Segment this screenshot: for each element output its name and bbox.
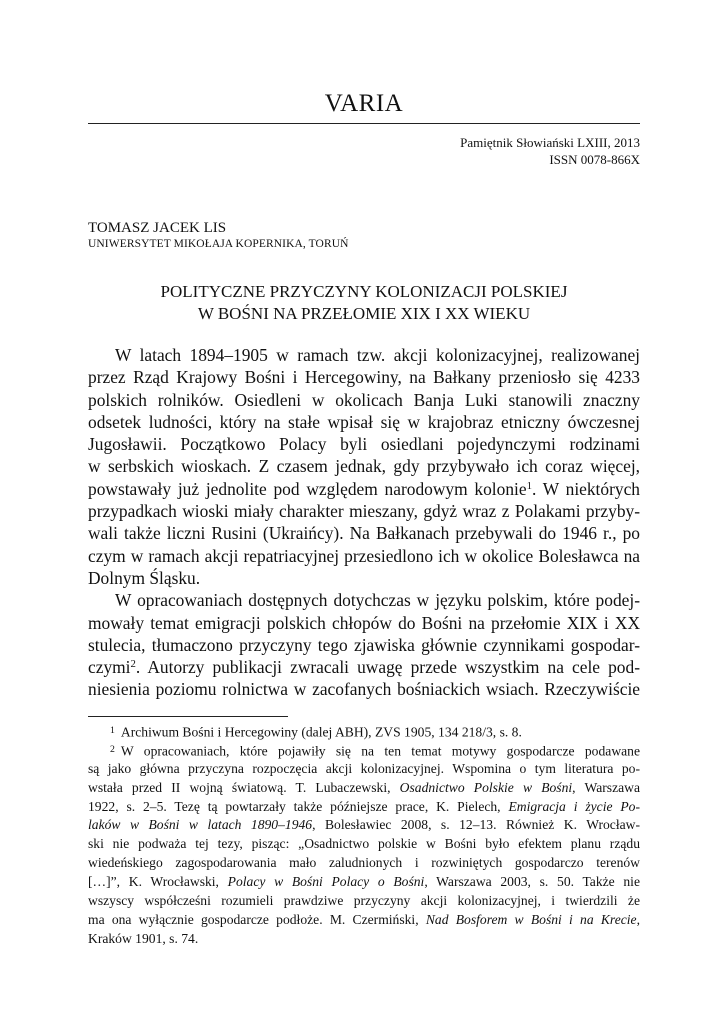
footnote-line: wiedeńskiego zagospodarowania mało zaludnionych i rozwiniętych gospodarczo terenów (88, 855, 640, 871)
footnote-text: ma ona wyłącznie gospodarcze podłoże. M. Czermiński, (88, 911, 426, 927)
body-line: W opracowaniach dostępnych dotychczas w języku polskim, które podej- (115, 590, 640, 611)
citation-title: laków w Bośni w latach 1890–1946 (88, 817, 313, 833)
footnote-line: Kraków 1901, s. 74. (88, 930, 199, 946)
body-line: przez Rząd Krajowy Bośni i Hercegowiny, na Bałkany przeniosło się 4233 (88, 367, 640, 388)
footnote-line: są jako główna przyczyna rozpoczęcia akcji kolonizacyjnej. Wspomina o tym literatura po- (88, 760, 640, 776)
journal-info (460, 134, 640, 168)
body-line: wali także liczni Rusini (Ukraińcy). Na Bałkanach przebywali do 1946 r., po (88, 523, 640, 544)
body-text-run: . W niektórych (531, 478, 640, 499)
article-title-line: POLITYCZNE PRZYCZYNY KOLONIZACJI POLSKIEJ (160, 282, 568, 301)
citation-title: Emigracja i życie Po- (508, 798, 640, 814)
footnote-text: , Warszawa (572, 779, 641, 795)
body-line: W latach 1894–1905 w ramach tzw. akcji kolonizacyjnej, realizowanej (115, 345, 640, 365)
body-line: przypadkach wioski miały charakter mieszany, gdyż wraz z Polakami przyby- (88, 501, 640, 522)
article-title-line: W BOŚNI NA PRZEŁOMIE XIX I XX WIEKU (197, 304, 531, 323)
footnote-text: wstała przed II wojną światową. T. Lubaczewski, (88, 779, 400, 795)
footnote-line (88, 779, 640, 798)
footnote-line (88, 798, 640, 817)
footnote-number: 2 (110, 743, 115, 755)
body-line: czym w ramach akcji repatriacyjnej przesiedlono ich w okolice Bolesławca na (88, 545, 640, 566)
journal-name: Pamiętnik Słowiański LXIII, 2013 (460, 135, 640, 150)
section-title: VARIA (324, 90, 404, 117)
footnote-number: 1 (110, 725, 115, 736)
body-line: Dolnym Śląsku. (88, 567, 201, 588)
body-text-run: . Autorzy publikacji zwracali uwagę przede wszystkim na cele pod- (135, 657, 640, 678)
body-line: mowały temat emigracji polskich chłopów do Bośni na przełomie XIX i XX (88, 612, 640, 633)
footnote-text: W opracowaniach, które pojawiły się na ten temat motywy gospodarcze podawane (120, 743, 640, 759)
article-title (88, 281, 640, 325)
footnotes (88, 722, 640, 949)
citation-title: Osadnictwo Polskie w Bośni (399, 779, 573, 795)
citation-title: Nad Bosforem w Bośni i na Krecie (425, 911, 637, 927)
body-line (88, 656, 640, 678)
body-line: Jugosławii. Początkowo Polacy byli osiedlani pojedynczymi rodzinami (88, 434, 640, 455)
footnote-line (88, 816, 640, 835)
body-line: polskich rolników. Osiedleni w okolicach Banja Luki stanowili znaczny (88, 389, 640, 410)
journal-issn: ISSN 0078-866X (549, 152, 640, 167)
body-line: odsetek ludności, który na stałe wpisał się w krajobraz etniczny ówczesnej (88, 411, 640, 432)
footnote-line (88, 873, 640, 892)
body-line: w serbskich wioskach. Z czasem jednak, gdy przybywało ich coraz więcej, (88, 456, 640, 477)
footnote-text: , (636, 911, 640, 927)
body-text-run: powstawały już jednolite pod względem narodowym kolonie (88, 478, 527, 499)
header-rule (88, 123, 640, 124)
body-line: niesienia poziomu rolnictwa w zacofanych bośniackich wsiach. Rzeczywiście (88, 679, 640, 700)
footnote-ref-2[interactable]: 2 (130, 658, 136, 671)
author-affiliation: UNIWERSYTET MIKOŁAJA KOPERNIKA, TORUŃ (88, 238, 349, 250)
author-name: TOMASZ JACEK LIS (88, 220, 227, 236)
footnote-line: wszyscy współcześni rozumieli prawdziwe przyczyny akcji kolonizacyjnej, i twierdzili że (88, 893, 640, 909)
footnote-2 (88, 741, 640, 760)
footnote-ref-1[interactable]: 1 (526, 479, 532, 492)
footnote-text: Archiwum Bośni i Hercegowiny (dalej ABH), ZVS 1905, 134 218/3, s. 8. (120, 724, 522, 740)
footnote-text: , Bolesławiec 2008, s. 12–13. Również K. Wrocław- (312, 817, 640, 833)
body-line: stulecia, tłumaczono przyczyny tego zjawiska głównie czynnikami gospodar- (88, 634, 640, 655)
citation-title: Polacy w Bośni Polacy o Bośni (227, 874, 425, 890)
body-text (88, 344, 640, 701)
footnote-line (88, 911, 640, 930)
footnote-text: […]”, K. Wrocławski, (88, 874, 228, 890)
footnote-rule (88, 716, 288, 717)
body-line (88, 478, 640, 500)
body-text-run: czymi (88, 657, 131, 678)
footnote-line: ski nie podważa tej tezy, pisząc: „Osadnictwo polskie w Bośni było efektem planu rządu (88, 836, 640, 852)
footnote-text: , Warszawa 2003, s. 50. Także nie (424, 874, 640, 890)
footnote-1 (88, 722, 640, 741)
footnote-text: 1922, s. 2–5. Tezę tą powtarzały także późniejsze prace, K. Pielech, (88, 798, 509, 814)
